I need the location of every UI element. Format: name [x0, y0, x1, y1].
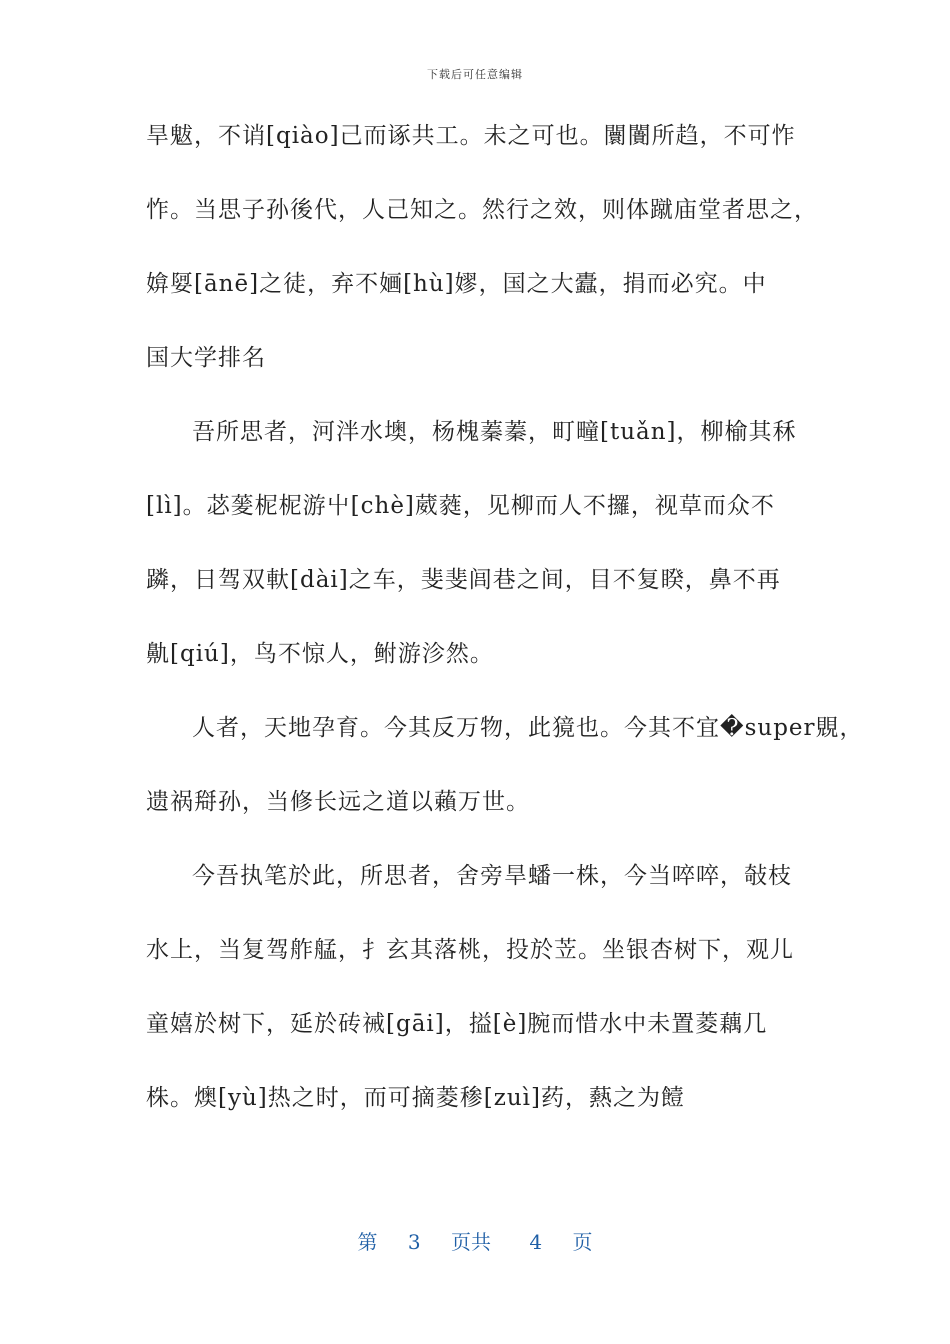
text-line: 旱魃，不诮[qiào]己而诼共工。未之可也。闤闠所趋，不可怍 [146, 123, 796, 149]
footer-mid: 页共 [451, 1230, 491, 1254]
footer-suffix: 页 [572, 1230, 593, 1254]
paragraph-start-line: 吾所思者，河泮水墺，杨槐蓁蓁，町疃[tuǎn]，柳榆其秝 [192, 419, 797, 445]
text-line: 株。燠[yù]热之时，而可摘菱䅟[zuì]药，爇之为饐 [146, 1085, 685, 1111]
paragraph-start-line: 人者，天地孕育。今其反万物，此獍也。今其不宜�super覞， [192, 715, 864, 741]
paragraph-start-line: 今吾执笔於此，所思者，舍旁旱蟠一株，今当啐啐，敧枝 [192, 863, 792, 889]
text-line: [lì]。苾蓌柅柅游屮[chè]葳蕤，见柳而人不攞，视草而众不 [146, 493, 775, 519]
current-page-number: 3 [407, 1230, 421, 1254]
text-line: 遗祸搿孙，当修长远之道以藾万世。 [146, 789, 530, 815]
footer-prefix: 第 [357, 1230, 378, 1254]
text-line: 鼽[qiú]，鸟不惊人，鲋游沴然。 [146, 641, 494, 667]
total-page-number: 4 [529, 1230, 543, 1254]
text-line: 怍。当思子孙後代，人己知之。然行之效，则体蹴庙堂者思之， [146, 197, 818, 223]
text-line: 媕娿[ānē]之徒，弃不婳[hù]嫪，国之大蠹，捐而必究。中 [146, 271, 767, 297]
text-line: 水上，当复驾舴艋，扌玄其落桃，投於苙。坐银杏树下，观儿 [146, 937, 794, 963]
text-line: 国大学排名 [146, 345, 266, 371]
text-line: 蹸，日驾双軑[dài]之车，斐斐闾巷之间，目不复睽，鼻不再 [146, 567, 781, 593]
page-footer [0, 1226, 950, 1255]
page-header: 下载后可任意编辑 [427, 68, 523, 81]
document-body [146, 118, 864, 1154]
text-line: 童嬉於树下，延於砖祴[gāi]，搤[è]腕而惜水中未置菱藕几 [146, 1011, 768, 1037]
